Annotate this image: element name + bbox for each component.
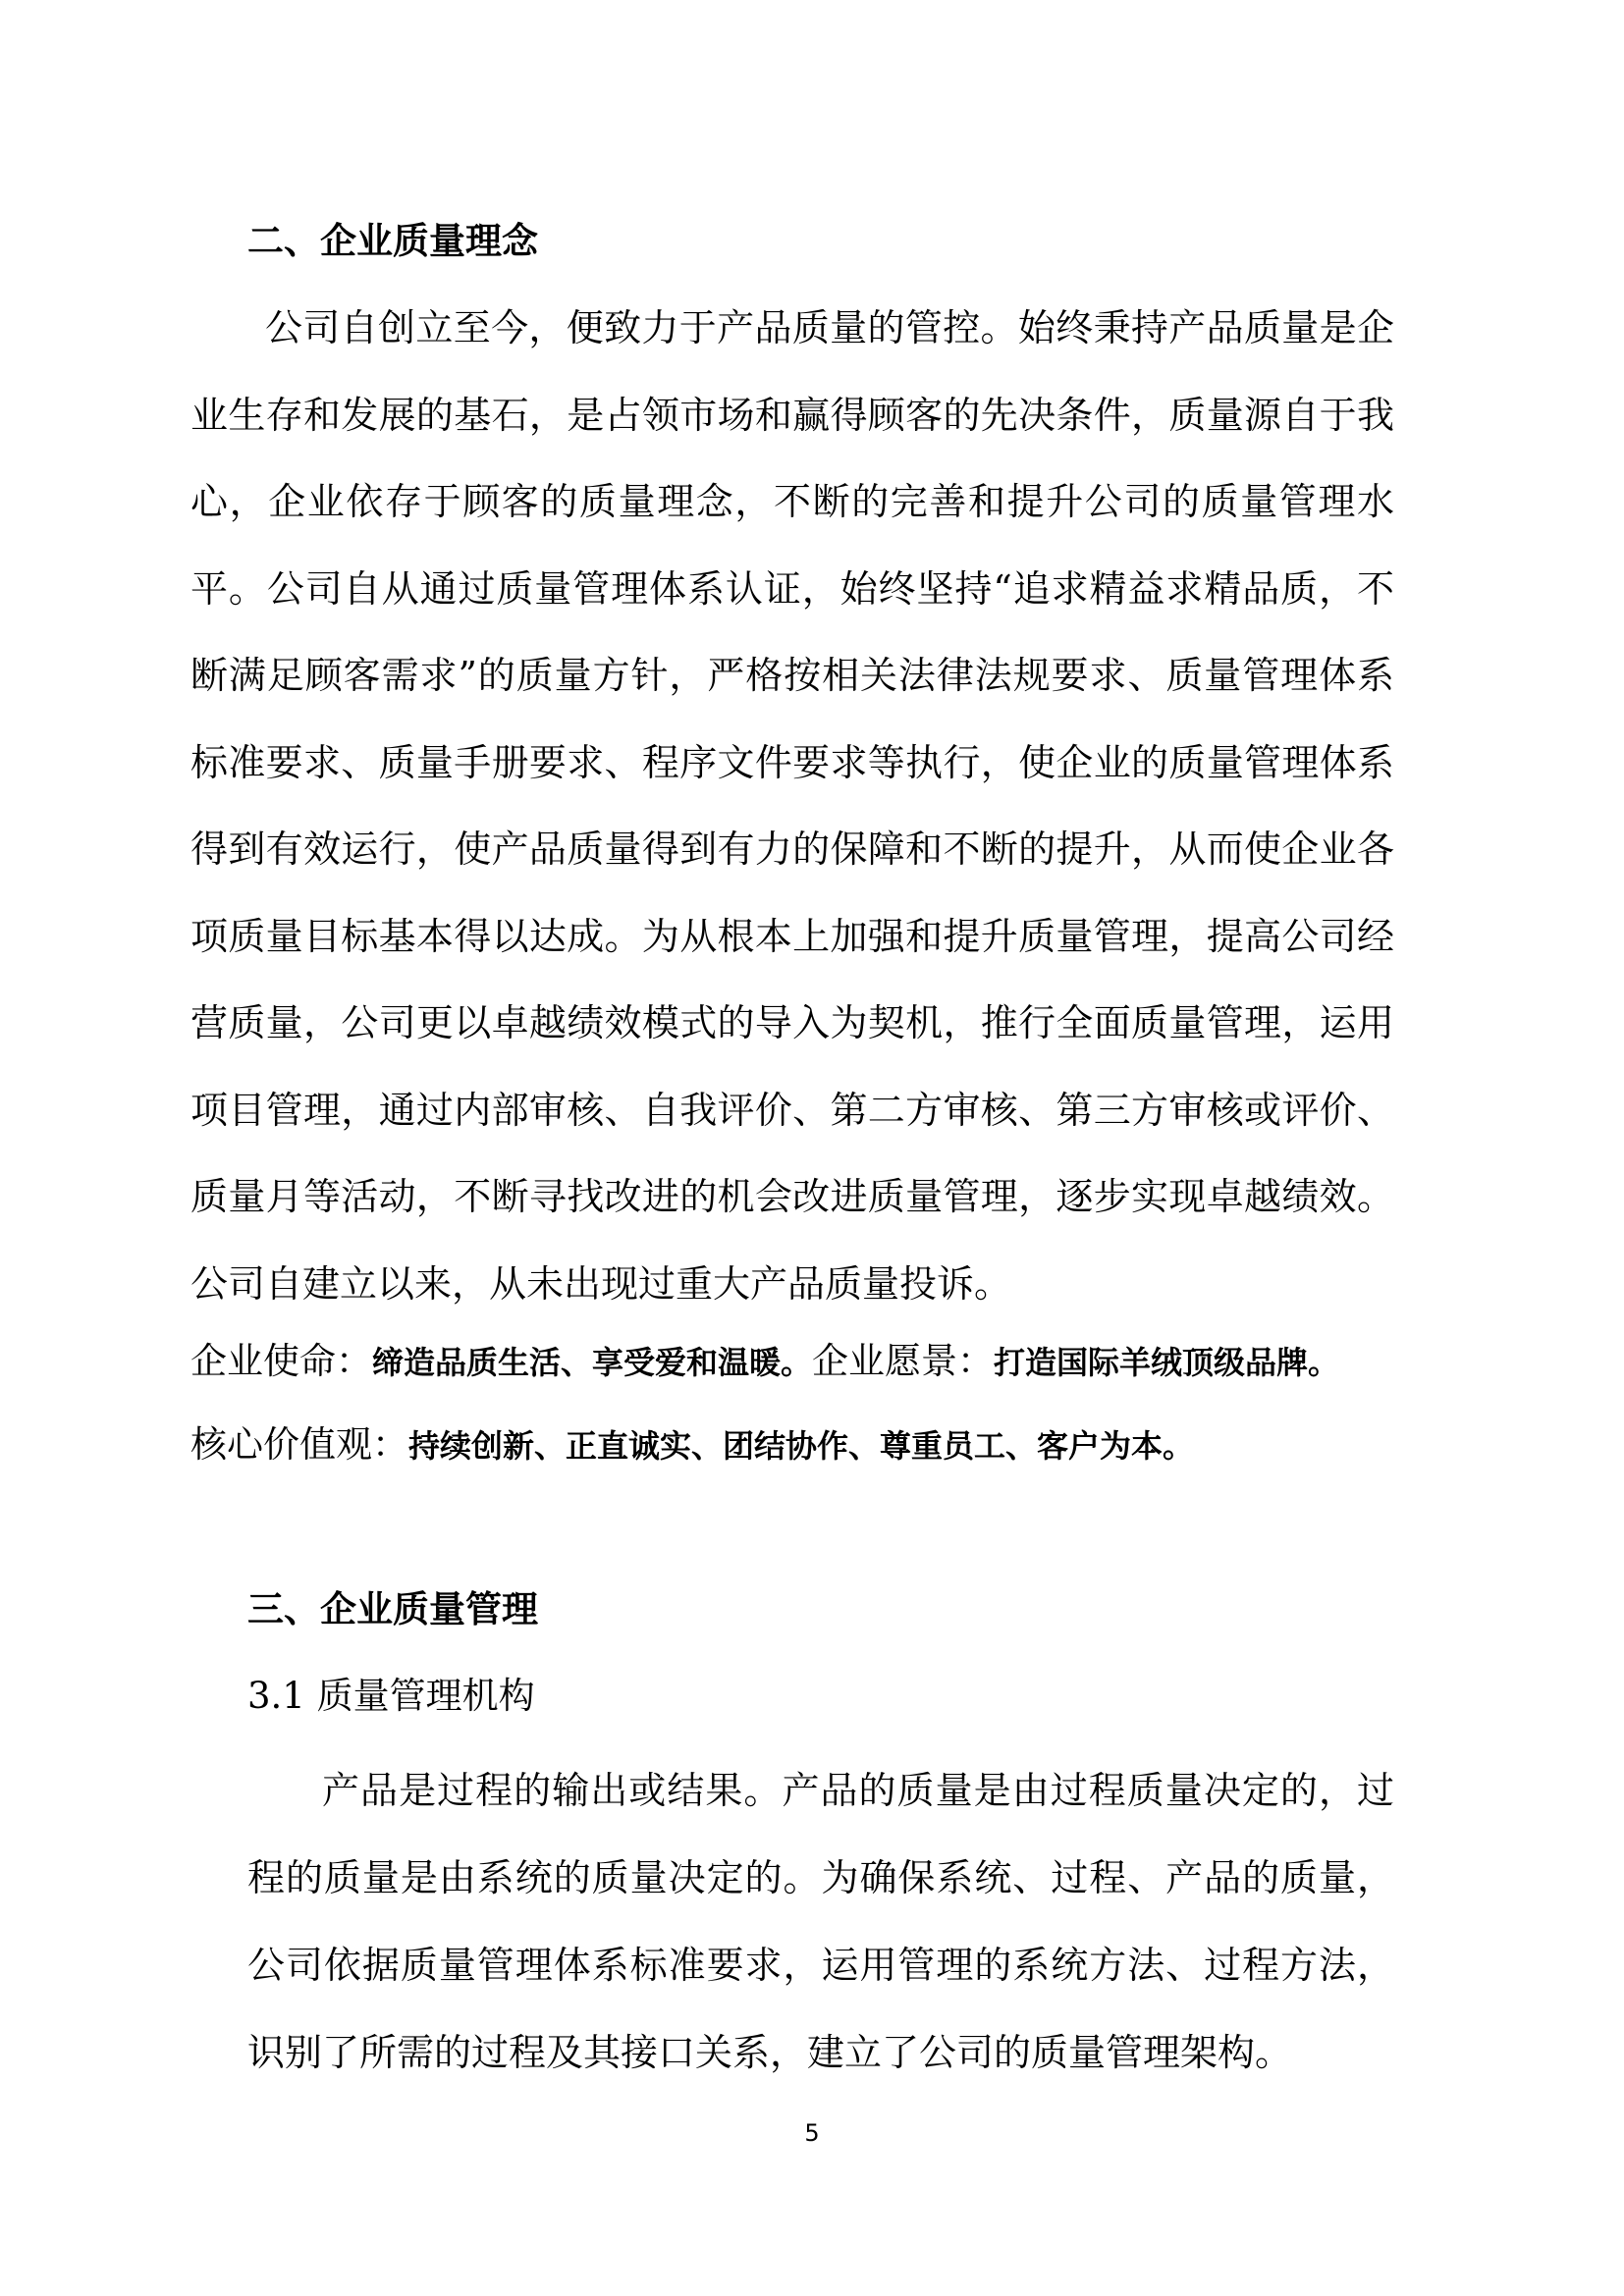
- mission-value: 缔造品质生活、享受爱和温暖。: [372, 1344, 813, 1381]
- core-values-value: 持续创新、正直诚实、团结协作、尊重员工、客户为本。: [408, 1427, 1195, 1465]
- vision-value: 打造国际羊绒顶级品牌。: [994, 1344, 1340, 1381]
- vision-label: 企业愿景：: [812, 1340, 995, 1382]
- page-number: 5: [804, 2119, 820, 2147]
- section-3-heading: 三、企业质量管理: [247, 1588, 538, 1630]
- section-2-heading: 二、企业质量理念: [247, 220, 538, 262]
- mission-label: 企业使命：: [190, 1340, 372, 1382]
- section-2-paragraph: 公司自创立至今，便致力于产品质量的管控。始终秉持产品质量是企业生存和发展的基石，是占领市场和赢得顾客的先决条件，质量源自于我心，企业依存于顾客的质量理念，不断的完善和提升公司的质量管理水平。公司自从通过质量管理体系认证，始终坚持“追求精益求精品质，不断满足顾客需求”的质量方针，严格按相关法律法规要求、质量管理体系标准要求、质量手册要求、程序文件要求等执行，使企业的质量管理体系得到有效运行，使产品质量得到有力的保障和不断的提升，从而使企业各项质量目标基本得以达成。为从根本上加强和提升质量管理，提高公司经营质量，公司更以卓越绩效模式的导入为契机，推行全面质量管理，运用项目管理，通过内部审核、自我评价、第二方审核、第三方审核或评价、质量月等活动，不断寻找改进的机会改进质量管理，逐步实现卓越绩效。公司自建立以来，从未出现过重大产品质量投诉。: [190, 306, 1394, 1306]
- core-values-line: [190, 1415, 1447, 1475]
- mission-vision-line: [190, 1332, 1447, 1392]
- section-3-1-paragraph: 产品是过程的输出或结果。产品的质量是由过程质量决定的，过程的质量是由系统的质量决定的。为确保系统、过程、产品的质量，公司依据质量管理体系标准要求，运用管理的系统方法、过程方法，识别了所需的过程及其接口关系，建立了公司的质量管理架构。: [247, 1769, 1394, 2074]
- section-3-1-subheading: 3.1 质量管理机构: [247, 1675, 535, 1717]
- core-values-label: 核心价值观：: [190, 1423, 408, 1466]
